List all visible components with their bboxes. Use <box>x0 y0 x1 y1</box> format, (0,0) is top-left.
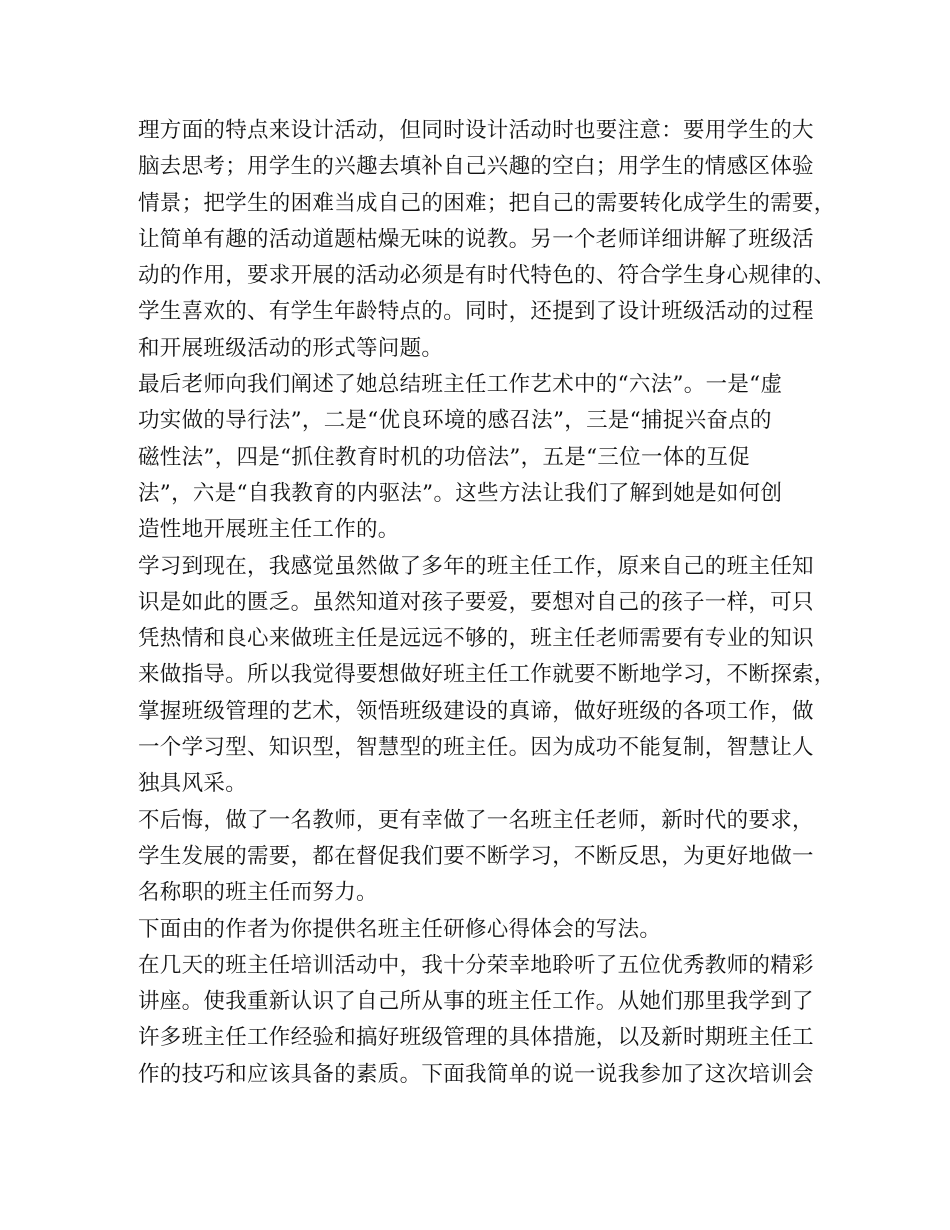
document-body <box>138 113 836 1093</box>
text-line: 学生发展的需要，都在督促我们要不断学习，不断反思，为更好地做一 <box>138 843 814 869</box>
text-line: 凭热情和良心来做班主任是远远不够的，班主任老师需要有专业的知识 <box>138 626 814 652</box>
text-line: 名称职的班主任而努力。 <box>138 880 378 906</box>
text-line: 理方面的特点来设计活动，但同时设计活动时也要注意：要用学生的大 <box>138 118 814 143</box>
text-line: 和开展班级活动的形式等问题。 <box>138 335 444 361</box>
text-line: 识是如此的匮乏。虽然知道对孩子要爱，要想对自己的孩子一样，可只 <box>138 589 814 615</box>
text-line: 不后悔，做了一名教师，更有幸做了一名班主任老师，新时代的要求， <box>138 807 814 833</box>
text-line: 情景；把学生的困难当成自己的困难；把自己的需要转化成学生的需要， <box>138 190 836 216</box>
text-line: 造性地开展班主任工作的。 <box>138 517 400 543</box>
text-line: 法”，六是“自我教育的内驱法”。这些方法让我们了解到她是如何创 <box>138 480 783 506</box>
text-line: 作的技巧和应该具备的素质。下面我简单的说一说我参加了这次培训会 <box>138 1061 814 1087</box>
text-line: 一个学习型、知识型，智慧型的班主任。因为成功不能复制，智慧让人 <box>138 735 814 761</box>
text-line: 在几天的班主任培训活动中，我十分荣幸地聆听了五位优秀教师的精彩 <box>138 952 814 978</box>
text-line: 学生喜欢的、有学生年龄特点的。同时，还提到了设计班级活动的过程 <box>138 299 814 325</box>
text-line: 功实做的导行法”，二是“优良环境的感召法”，三是“捕捉兴奋点的 <box>138 408 772 434</box>
text-line: 来做指导。所以我觉得要想做好班主任工作就要不断地学习，不断探索， <box>138 662 836 688</box>
text-line: 掌握班级管理的艺术，领悟班级建设的真谛，做好班级的各项工作，做 <box>138 698 814 724</box>
text-line: 最后老师向我们阐述了她总结班主任工作艺术中的“六法”。一是“虚 <box>138 372 783 398</box>
text-line: 独具风采。 <box>138 771 248 797</box>
text-line: 学习到现在，我感觉虽然做了多年的班主任工作，原来自己的班主任知 <box>138 553 814 579</box>
text-line: 脑去思考；用学生的兴趣去填补自己兴趣的空白；用学生的情感区体验 <box>138 154 814 180</box>
text-line: 让简单有趣的活动道题枯燥无味的说教。另一个老师详细讲解了班级活 <box>138 226 814 252</box>
text-line: 磁性法”，四是“抓住教育时机的功倍法”，五是“三位一体的互促 <box>138 444 750 470</box>
text-line: 动的作用，要求开展的活动必须是有时代特色的、符合学生身心规律的、 <box>138 263 836 289</box>
text-line: 下面由的作者为你提供名班主任研修心得体会的写法。 <box>138 916 662 942</box>
text-line: 讲座。使我重新认识了自己所从事的班主任工作。从她们那里我学到了 <box>138 989 814 1015</box>
text-line: 许多班主任工作经验和搞好班级管理的具体措施，以及新时期班主任工 <box>138 1025 814 1051</box>
